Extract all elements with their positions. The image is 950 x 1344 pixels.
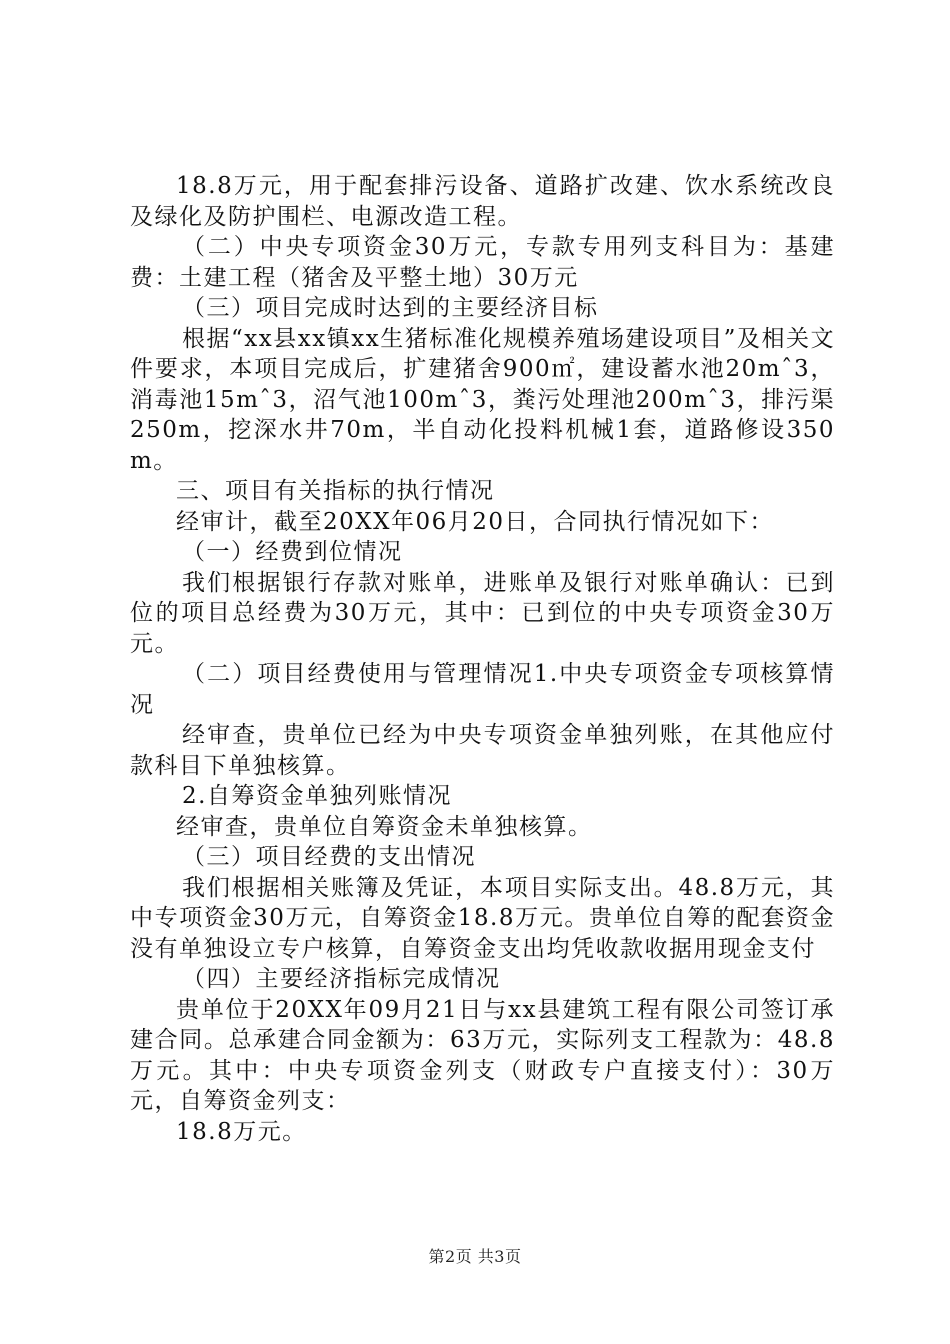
paragraph: 18.8万元，用于配套排污设备、道路扩改建、饮水系统改良及绿化及防护围栏、电源改造工程。 xyxy=(130,173,835,230)
paragraph: 经审查，贵单位已经为中央专项资金单独列账，在其他应付款科目下单独核算。 xyxy=(130,722,835,779)
paragraph: （二）中央专项资金30万元，专款专用列支科目为：基建费：土建工程（猪舍及平整土地）30万元 xyxy=(130,234,835,291)
document-body xyxy=(130,171,835,1147)
section-heading: （三）项目完成时达到的主要经济目标 xyxy=(182,295,599,321)
section-heading: （一）经费到位情况 xyxy=(182,539,403,565)
section-heading: 2.自筹资金单独列账情况 xyxy=(182,783,452,809)
paragraph: 贵单位于20XX年09月21日与xx县建筑工程有限公司签订承建合同。总承建合同金额为：63万元，实际列支工程款为：48.8万元。其中：中央专项资金列支（财政专户直接支付）：30万元，自筹资金列支： xyxy=(130,996,835,1114)
section-heading: （三）项目经费的支出情况 xyxy=(182,844,476,870)
section-heading: （四）主要经济指标完成情况 xyxy=(182,966,501,992)
paragraph: 我们根据相关账簿及凭证，本项目实际支出。48.8万元，其中专项资金30万元，自筹资金18.8万元。贵单位自筹的配套资金没有单独设立专户核算，自筹资金支出均凭收款收据用现金支付 xyxy=(130,874,835,962)
section-heading: （二）项目经费使用与管理情况1.中央专项资金专项核算情况 xyxy=(130,661,835,718)
section-heading: 三、项目有关指标的执行情况 xyxy=(176,478,495,504)
paragraph: 根据“xx县xx镇xx生猪标准化规模养殖场建设项目”及相关文件要求，本项目完成后，扩建猪舍900㎡，建设蓄水池20mˆ3，消毒池15mˆ3，沼气池100mˆ3，粪污处理池200mˆ3，排污渠250m，挖深水井70m，半自动化投料机械1套，道路修设350m。 xyxy=(130,325,835,474)
page-number-footer: 第2页 共3页 xyxy=(428,1247,522,1266)
paragraph: 经审查，贵单位自筹资金未单独核算。 xyxy=(176,813,593,840)
paragraph: 经审计，截至20XX年06月20日，合同执行情况如下： xyxy=(176,508,775,535)
paragraph: 我们根据银行存款对账单，进账单及银行对账单确认：已到位的项目总经费为30万元，其中：已到位的中央专项资金30万元。 xyxy=(130,569,835,657)
paragraph: 18.8万元。 xyxy=(176,1118,307,1145)
